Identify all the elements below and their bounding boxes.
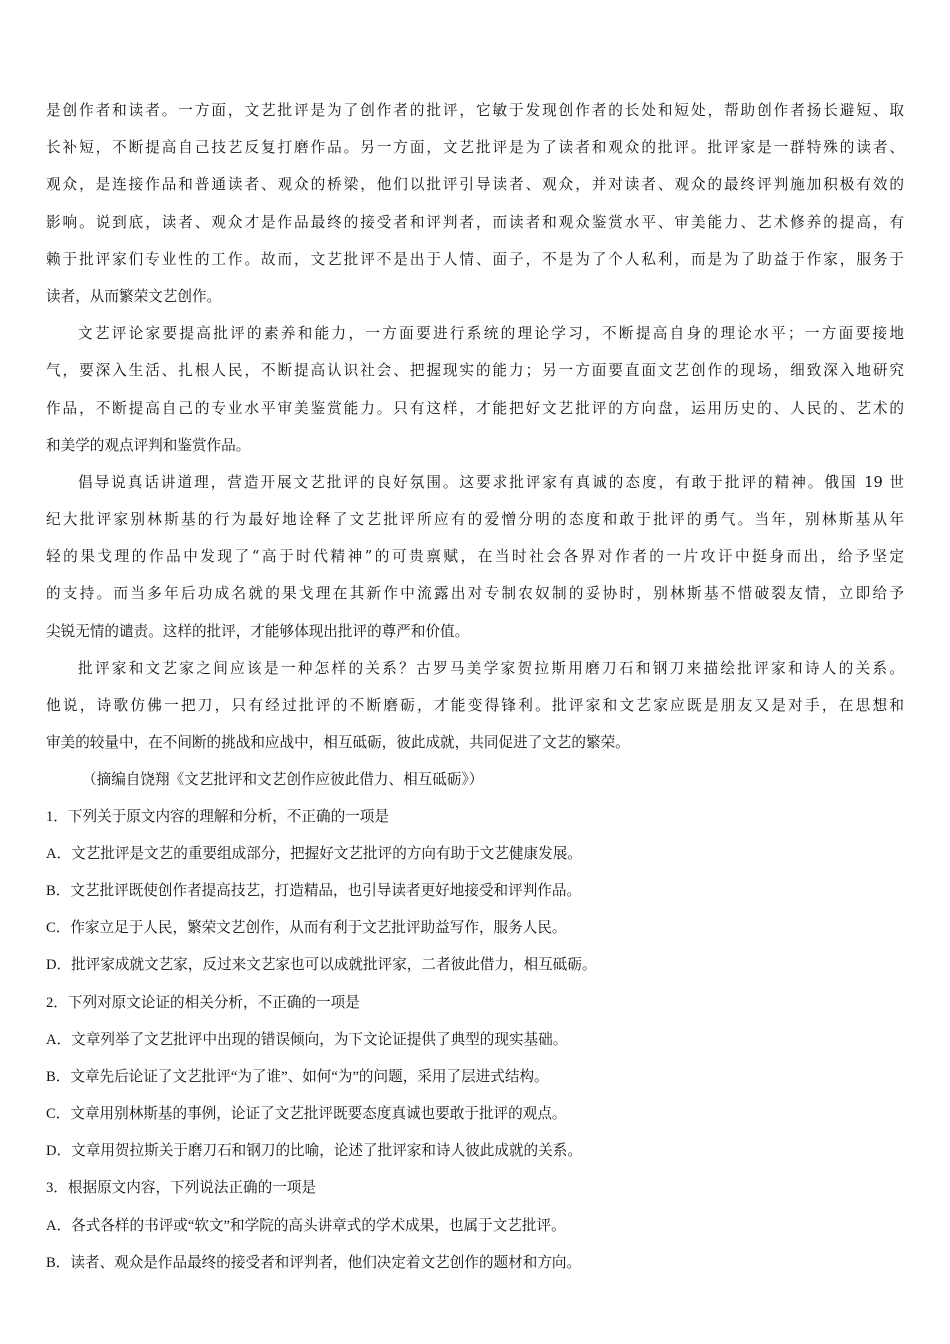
option-c: C．作家立足于人民，繁荣文艺创作，从而有利于文艺批评助益写作，服务人民。 (46, 920, 567, 937)
option-b: B．读者、观众是作品最终的接受者和评判者，他们决定着文艺创作的题材和方向。 (46, 1254, 582, 1271)
option-b: B．文章先后论证了文艺批评“为了谁”、如何“为”的问题，采用了层进式结构。 (46, 1068, 549, 1085)
text-line: 影响。说到底，读者、观众才是作品最终的接受者和评判者，而读者和观众鉴赏水平、审美能力、艺术修养的提高，有 (46, 213, 904, 231)
source-citation: （摘编自饶翔《文艺批评和文艺创作应彼此借力、相互砥砺》） (82, 771, 484, 789)
option-a: A．各式各样的书评或“软文”和学院的高头讲章式的学术成果，也属于文艺批评。 (46, 1217, 566, 1234)
text-line: 作品，不断提高自己的专业水平审美鉴赏能力。只有这样，才能把好文艺批评的方向盘，运用历史的、人民的、艺术的 (46, 399, 904, 417)
text-line: 和美学的观点评判和鉴赏作品。 (46, 436, 251, 454)
text-line: 是创作者和读者。一方面，文艺批评是为了创作者的批评，它敏于发现创作者的长处和短处，帮助创作者扬长避短、取 (46, 102, 904, 119)
text-line: 他说，诗歌仿佛一把刀，只有经过批评的不断磨砺，才能变得锋利。批评家和文艺家应既是朋友又是对手，在思想和 (46, 697, 904, 714)
text-line: 纪大批评家别林斯基的行为最好地诠释了文艺批评所应有的爱憎分明的态度和敢于批评的勇气。当年，别林斯基从年 (46, 511, 904, 529)
option-b: B．文艺批评既使创作者提高技艺，打造精品，也引导读者更好地接受和评判作品。 (46, 882, 582, 899)
text-line: 长补短，不断提高自己技艺反复打磨作品。另一方面，文艺批评是为了读者和观众的批评。批评家是一群特殊的读者、 (46, 139, 904, 157)
text-line: 的支持。而当多年后功成名就的果戈理在其新作中流露出对专制农奴制的妥协时，别林斯基不惜破裂友情，立即给予 (46, 585, 904, 603)
question-2 (46, 985, 904, 1171)
question-1 (46, 799, 904, 985)
option-d: D．文章用贺拉斯关于磨刀石和钢刀的比喻，论述了批评家和诗人彼此成就的关系。 (46, 1143, 582, 1160)
document-page (46, 92, 904, 1282)
paragraph-2 (46, 315, 904, 464)
text-line: 气，要深入生活、扎根人民，不断提高认识社会、把握现实的能力；另一方面要直面文艺创作的现场，细致深入地研究 (46, 362, 904, 380)
question-stem: 1．下列关于原文内容的理解和分析，不正确的一项是 (46, 808, 389, 825)
option-d: D．批评家成就文艺家，反过来文艺家也可以成就批评家，二者彼此借力，相互砥砺。 (46, 957, 597, 974)
option-a: A．文章列举了文艺批评中出现的错误倾向，为下文论证提供了典型的现实基础。 (46, 1031, 568, 1048)
paragraph-3 (46, 464, 904, 650)
text-line: 倡导说真话讲道理，营造开展文艺批评的良好氛围。这要求批评家有真诚的态度，有敢于批评的精神。俄国 19 世 (78, 473, 904, 491)
text-line: 观众，是连接作品和普通读者、观众的桥梁，他们以批评引导读者、观众，并对读者、观众的最终评判施加积极有效的 (46, 176, 904, 194)
paragraph-4 (46, 650, 904, 762)
text-line: 读者，从而繁荣文艺创作。 (46, 287, 222, 305)
question-stem: 2．下列对原文论证的相关分析，不正确的一项是 (46, 994, 360, 1011)
option-c: C．文章用别林斯基的事例，论证了文艺批评既要态度真诚也要敢于批评的观点。 (46, 1106, 567, 1123)
text-line: 轻的果戈理的作品中发现了“高于时代精神”的可贵禀赋，在当时社会各界对作者的一片攻讦中挺身而出，给予坚定 (46, 548, 904, 566)
text-line: 尖锐无情的谴责。这样的批评，才能够体现出批评的尊严和价值。 (46, 622, 470, 640)
text-line: 批评家和文艺家之间应该是一种怎样的关系？古罗马美学家贺拉斯用磨刀石和钢刀来描绘批评家和诗人的关系。 (78, 659, 904, 677)
option-a: A．文艺批评是文艺的重要组成部分，把握好文艺批评的方向有助于文艺健康发展。 (46, 845, 582, 862)
question-stem: 3．根据原文内容，下列说法正确的一项是 (46, 1180, 316, 1197)
paragraph-1 (46, 92, 904, 315)
text-line: 文艺评论家要提高批评的素养和能力，一方面要进行系统的理论学习，不断提高自身的理论水平；一方面要接地 (78, 325, 904, 343)
text-line: 赖于批评家们专业性的工作。故而，文艺批评不是出于人情、面子，不是为了个人私利，而是为了助益于作家，服务于 (46, 250, 904, 268)
text-line: 审美的较量中，在不间断的挑战和应战中，相互砥砺，彼此成就，共同促进了文艺的繁荣。 (46, 734, 630, 752)
question-3 (46, 1170, 904, 1282)
